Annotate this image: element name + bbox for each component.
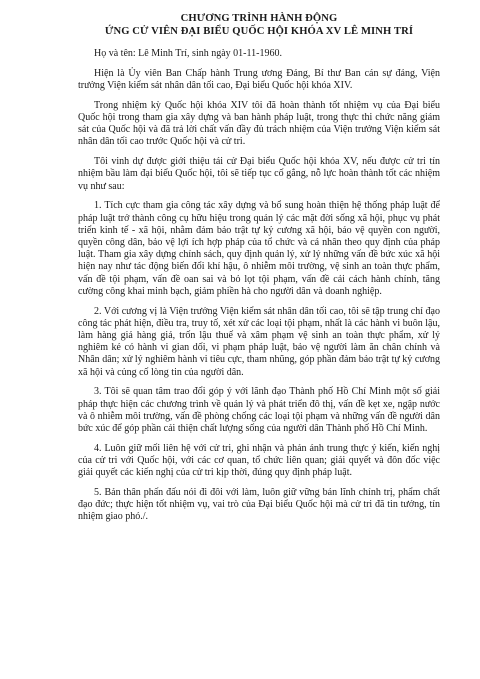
paragraph-reelection-intro: Tôi vinh dự được giới thiệu tái cử Đại biểu Quốc hội khóa XV, nếu được cử tri tín nhiệm bầu làm đại biểu Quốc hội, tôi sẽ tiếp tục cố gắng, nỗ lực hoàn thành tốt các nhiệm vụ như sau: bbox=[78, 156, 440, 192]
paragraph-item-5: 5. Bản thân phấn đấu nói đi đôi với làm, luôn giữ vững bản lĩnh chính trị, phẩm chất đạo đức; thực hiện tốt nhiệm vụ, vai trò của Đại biểu Quốc hội mà cử tri đã tin tưởng, tín nhiệm giao phó./. bbox=[78, 487, 440, 523]
paragraph-item-3: 3. Tôi sẽ quan tâm trao đổi góp ý với lãnh đạo Thành phố Hồ Chí Minh một số giải pháp thực hiện các chương trình về quản lý và phát triển đô thị, vấn đề kẹt xe, ngập nước và ô nhiễm môi trường, vấn đề phòng chống các loại tội phạm và những vấn đề người dân bức xúc để góp phần cải thiện chất lượng sống của người dân Thành phố Hồ Chí Minh. bbox=[78, 386, 440, 435]
document-title: CHƯƠNG TRÌNH HÀNH ĐỘNG bbox=[180, 13, 338, 24]
paragraph-current-position: Hiện là Ủy viên Ban Chấp hành Trung ương Đảng, Bí thư Ban cán sự đảng, Viện trưởng Viện kiểm sát nhân dân tối cao, Đại biểu Quốc hội khóa XIV. bbox=[78, 67, 440, 91]
paragraph-past-term: Trong nhiệm kỳ Quốc hội khóa XIV tôi đã hoàn thành tốt nhiệm vụ của Đại biểu Quốc hội trong tham gia xây dựng và ban hành pháp luật, trong thực thi chức năng giám sát của Quốc hội và đã trả lời chất vấn đầy đủ trách nhiệm của Viện trưởng Viện kiểm sát nhân dân tối cao trước Quốc hội và cử tri. bbox=[78, 99, 440, 148]
document-subtitle: ỨNG CỬ VIÊN ĐẠI BIỂU QUỐC HỘI KHÓA XV LÊ MINH TRÍ bbox=[104, 26, 414, 37]
paragraph-item-2: 2. Với cương vị là Viện trưởng Viện kiểm sát nhân dân tối cao, tôi sẽ tập trung chỉ đạo công tác phát hiện, điều tra, truy tố, xét xử các loại tội phạm, nhất là các hành vi buôn lậu, làm hàng giả hàng giả, trốn lậu thuế và xâm phạm vệ sinh an toàn thực phẩm, xử lý nghiêm kẻ có hành vi gian dối, vi phạm pháp luật, bảo vệ người làm ăn chân chính và Nhân dân; xử lý nghiêm hành vi tiêu cực, tham nhũng, góp phần đảm bảo trật tự kỷ cương xã hội và củng cố lòng tin của người dân. bbox=[78, 305, 440, 378]
paragraph-name-dob: Họ và tên: Lê Minh Trí, sinh ngày 01-11-1960. bbox=[94, 48, 282, 59]
paragraph-item-4: 4. Luôn giữ mối liên hệ với cử tri, ghi nhận và phản ánh trung thực ý kiến, kiến nghị của cử tri với Quốc hội, với các cơ quan, tổ chức liên quan; giải quyết và đôn đốc việc giải quyết các kiến nghị của cử tri kịp thời, đúng quy định pháp luật. bbox=[78, 442, 440, 479]
paragraph-item-1: 1. Tích cực tham gia công tác xây dựng và bổ sung hoàn thiện hệ thống pháp luật để pháp luật trở thành công cụ hữu hiệu trong quản lý các mặt đời sống xã hội, phục vụ phát triển kinh tế - xã hội, nhằm đảm bảo trật tự kỷ cương xã hội, bảo vệ quyền con người, quyền công dân, bảo vệ lợi ích hợp pháp của tổ chức và cá nhân theo quy định của pháp luật. Tham gia xây dựng chính sách, quy định quản lý, xử lý những vấn đề bức xúc xã hội hiện nay như tác động biến đổi khí hậu, ô nhiễm môi trường, vệ sinh an toàn thực phẩm, vấn đề tội phạm, vấn đề oan sai và bỏ lọt tội phạm, vấn đề cải cách hành chính, tăng cường công khai minh bạch, giảm phiền hà cho người dân và doanh nghiệp. bbox=[78, 200, 440, 297]
